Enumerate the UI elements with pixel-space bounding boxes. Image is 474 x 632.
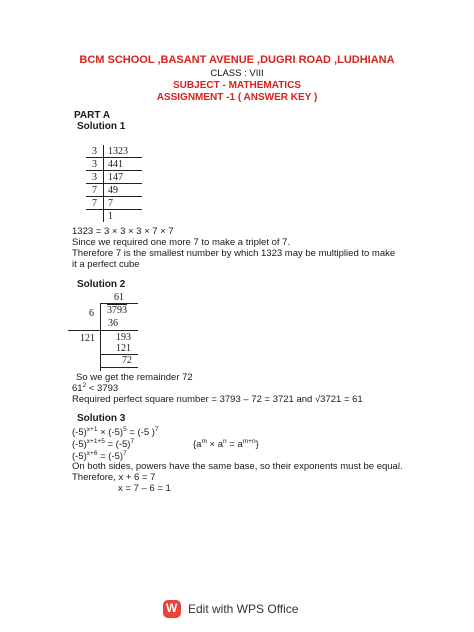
solution2-text-1: So we get the remainder 72 — [76, 372, 193, 383]
solution3-title: Solution 3 — [77, 413, 126, 424]
part-heading: PART A — [74, 110, 111, 121]
rule-3 — [100, 367, 138, 368]
solution2-text-2: $61^2 < 3793$ — [72, 382, 119, 395]
solution2-text-3: Required perfect square number = 3793 – 72 = 3721 and √3721 = 61 — [72, 394, 363, 405]
table-row: 7 49 — [86, 184, 142, 197]
rule-1 — [68, 330, 138, 331]
division-vertical-line — [100, 303, 101, 371]
wps-logo-icon[interactable]: W — [163, 600, 181, 618]
table-row: 7 7 — [86, 197, 142, 210]
sqrt-subtract-2: 121 — [116, 343, 131, 354]
solution3-text-3: x = 7 – 6 = 1 — [118, 483, 171, 494]
factorization-table — [86, 145, 142, 222]
table-row: 3 147 — [86, 171, 142, 184]
rule-2 — [100, 354, 138, 355]
sqrt-divisor-2: 121 — [80, 333, 95, 344]
sqrt-dividend: 3793 — [107, 305, 127, 316]
class-label: CLASS : VIII — [210, 68, 264, 79]
solution3-text-1: On both sides, powers have the same base, so their exponents must be equal. — [72, 461, 403, 472]
sqrt-final-remainder: 72 — [122, 355, 132, 366]
solution1-text-1: Since we required one more 7 to make a triplet of 7. — [72, 237, 291, 248]
solution2-title: Solution 2 — [77, 279, 126, 290]
exponent-rule: $\{a^m \times a^n = a^{m+n}\}$ — [193, 438, 259, 451]
solution1-factorization: 1323 = 3 × 3 × 3 × 7 × 7 — [72, 226, 174, 237]
sqrt-remainder-1: 193 — [116, 332, 131, 343]
assignment-label: ASSIGNMENT -1 ( ANSWER KEY ) — [156, 92, 318, 103]
table-row: 3 441 — [86, 158, 142, 171]
sqrt-subtract-1: 36 — [108, 318, 118, 329]
solution3-text-2: Therefore, x + 6 = 7 — [72, 472, 156, 483]
table-row: 1 — [86, 210, 142, 223]
sqrt-divisor-1: 6 — [89, 308, 94, 319]
solution1-text-2: Therefore 7 is the smallest number by which 1323 may be multiplied to make it a perfect cube — [72, 248, 396, 270]
sqrt-quotient: 61 — [114, 292, 124, 303]
quotient-bar — [100, 303, 138, 304]
solution1-title: Solution 1 — [77, 121, 126, 132]
subject-label: SUBJECT - MATHEMATICS — [173, 80, 301, 91]
table-row: 3 1323 — [86, 145, 142, 158]
solution3-equation-1: $(-5)^{x+1} \times (-5)^5 = (-5$ )$^7$ — [72, 426, 159, 439]
edit-with-wps-link[interactable]: Edit with WPS Office — [188, 602, 299, 616]
solution3-equation-3: $(-5)^{x+6} = (-5)^7$ — [72, 450, 127, 463]
school-title: BCM SCHOOL ,BASANT AVENUE ,DUGRI ROAD ,LUDHIANA — [79, 54, 395, 66]
solution3-equation-2: $(-5)^{x+1+5} = (-5)^7$ — [72, 438, 135, 451]
